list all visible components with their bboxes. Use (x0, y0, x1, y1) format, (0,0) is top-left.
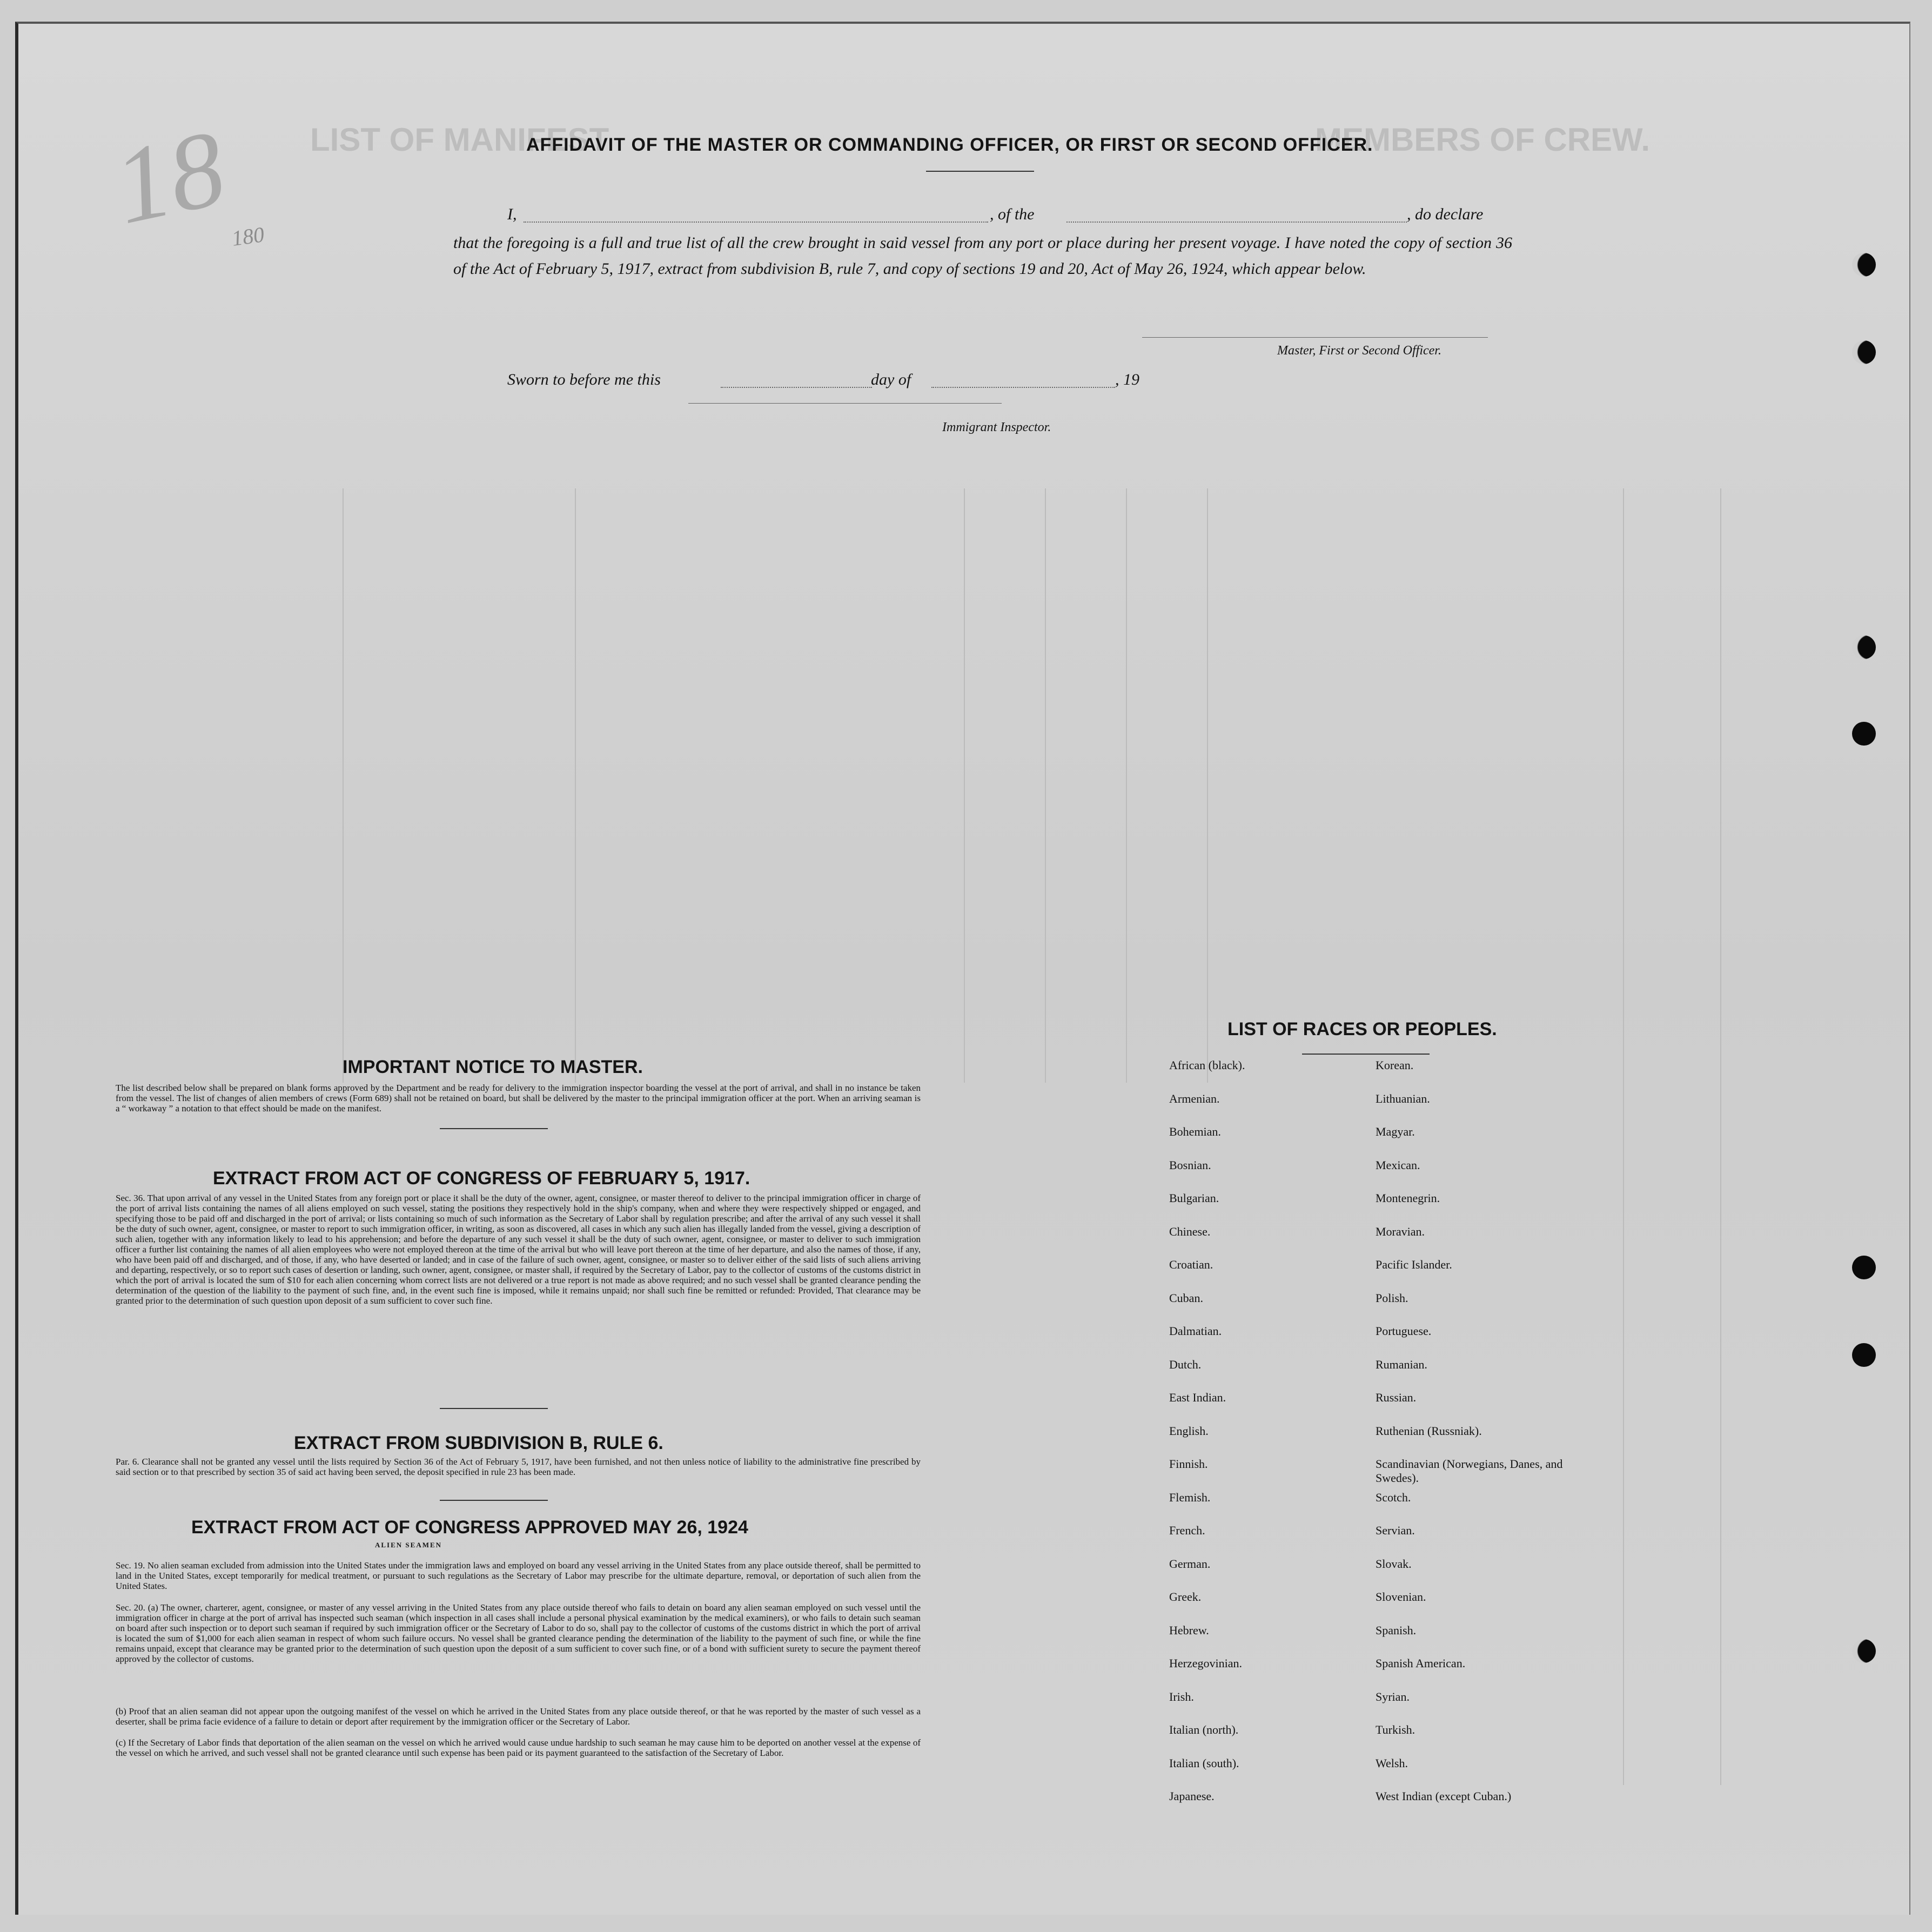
affidavit-of-the-label: , of the (990, 205, 1035, 223)
vessel-name-blank[interactable] (1066, 222, 1407, 223)
races-title: LIST OF RACES OR PEOPLES. (1227, 1019, 1497, 1039)
race-item: Pacific Islander. (1376, 1258, 1452, 1271)
race-item: Italian (north). (1169, 1723, 1239, 1736)
race-item: Scandinavian (Norwegians, Danes, and Swedes). (1376, 1457, 1563, 1485)
race-item: Dutch. (1169, 1357, 1202, 1371)
race-item: Finnish. (1169, 1457, 1208, 1471)
day-of-label: day of (871, 371, 911, 388)
race-item: Rumanian. (1376, 1357, 1427, 1371)
race-item: Slovak. (1376, 1557, 1412, 1571)
extract-rule6-title: EXTRACT FROM SUBDIVISION B, RULE 6. (294, 1433, 663, 1453)
punch-hole (1852, 253, 1876, 277)
race-item: Italian (south). (1169, 1756, 1239, 1770)
inspector-signature-blank[interactable] (688, 403, 1002, 404)
master-signature-label: Master, First or Second Officer. (1277, 344, 1441, 358)
affidavit-i-label: I, (507, 205, 517, 223)
race-item: Spanish. (1376, 1623, 1417, 1637)
race-item: East Indian. (1169, 1391, 1226, 1404)
race-item: Scotch. (1376, 1490, 1411, 1504)
race-item: Syrian. (1376, 1689, 1410, 1703)
race-item: Herzegovinian. (1169, 1656, 1242, 1670)
sworn-day-blank[interactable] (721, 387, 872, 388)
affidavit-title-rule (926, 171, 1034, 172)
extract-rule6-rule (440, 1500, 548, 1501)
extract-1924-sec19: Sec. 19. No alien seaman excluded from admission into the United States under the immigration laws and employed on board any vessel arriving in the United States from any place outside thereof, shall be permitted to land in the United States, except temporarily for medical treatment, or pursuant to such regulations as the Secretary of Labor may prescribe for the ultimate departure, removal, or deportation of such alien from the United States. (116, 1560, 921, 1591)
race-item: Polish. (1376, 1291, 1408, 1305)
race-item: Japanese. (1169, 1789, 1215, 1803)
handwritten-margin-numeral: 18 (104, 108, 235, 247)
affidavit-declare-label: , do declare (1407, 205, 1484, 223)
extract-1924-sec20c: (c) If the Secretary of Labor finds that deportation of the alien seaman on the vessel on which he arrived would cause undue hardship to such seaman he may cause him to be deported on another vessel at the expense of the vessel on which he arrived, and such vessel shall not be granted clearance until such expense has been paid or its payment guaranteed to the satisfaction of the Secretary of Labor. (116, 1738, 921, 1758)
race-item: Welsh. (1376, 1756, 1408, 1770)
race-item: Irish. (1169, 1689, 1194, 1703)
year-label: , 19 (1115, 371, 1139, 388)
extract-rule6-body: Par. 6. Clearance shall not be granted any vessel until the lists required by Section 36 of the Act of February 5, 1917, have been furnished, and not then unless notice of liability to the administrative fine prescribed by said section or to that prescribed by section 35 of said act having been served, the deposit specified in rule 23 has been made. (116, 1457, 921, 1477)
race-item: Spanish American. (1376, 1656, 1466, 1670)
inspector-label: Immigrant Inspector. (942, 420, 1051, 434)
manifest-page: LIST OF MANIFEST MEMBERS OF CREW. 18 180 AFFIDAVIT OF THE MASTER OR COMMANDING OFFICER, OR FIRST OR SECOND OFFICER. I, , of the , do declare that the foregoing is a full and true list of all the crew brought in said vessel from any port or place during her present voyage. I have noted the copy of section 36 of the Act of February 5, 1917, extract from subdivision B, rule 7, and copy of sections 19 and 20, Act of May 26, 1924, which appear below. Master, First or Second Officer. Sworn to before me this day of , 19 Immigrant Inspector. IMPORTANT NOTICE TO MASTER. The list described below shall be prepared on blank forms approved by the Department and be ready for delivery to the immigration inspector boarding the vessel at the port of arrival, and shall in no instance be taken from the vessel. The list of changes of alien members of crews (Form 689) shall not be retained on board, but shall be delivered by the master to the principal immigration officer at the port. When an arriving seaman is a “ workaway ” a notation to that effect should be made on the manifest. EXTRACT FROM ACT OF CONGRESS OF FEBRUARY 5, 1917. Sec. 36. That upon arrival of any vessel in the United States from any foreign port or place it shall be the duty of the owner, agent, consignee, or master thereof to deliver to the principal immigration officer in charge of the port of arrival lists containing the names of all aliens employed on such vessel, stating the positions they respectively hold in the ship's company, when and where they were respectively shipped or engaged, and specifying those to be paid off and discharged in the port of arrival; or lists containing so much of such information as the Secretary of Labor shall by regulation prescribe; and after the arrival of any such vessel it shall be the duty of such owner, agent, consignee, or master to report to such immigration officer, in writing, as soon as discovered, all cases in which any such alien has illegally landed from the vessel, giving a description of such alien, together with any information likely to lead to his apprehension; and before the departure of any such vessel it shall be the duty of such owner, agent, consignee, or master to deliver to such immigration officer a further list containing the names of all alien employees who were not employed thereon at the time of the arrival but who will leave port thereon at the time of her departure, and also the names of those, if any, who have been paid off and discharged, and of those, if any, who have deserted or landed; and in case of the failure of such owner, agent, consignee, or master so to deliver either of the said lists of such aliens arriving and departing, respectively, or so to report such cases of desertion or landing, such owner, agent, consignee, or master shall, if required by the Secretary of Labor, pay to the collector of customs of the customs district in which the port of arrival is located the sum of $10 for each alien concerning whom correct lists are not delivered or a true report is not made as above required; and no such vessel shall be granted clearance pending the determination of the question of the liability to the payment of such fine, and, in the event such fine is imposed, while it remains unpaid; nor shall such fine be remitted or refunded: Provided, That clearance may be granted prior to the determination of such question upon deposit of a sum sufficient to cover such fine. EXTRACT FROM SUBDIVISION B, RULE 6. Par. 6. Clearance shall not be granted any vessel until the lists required by Section 36 of the Act of February 5, 1917, have been furnished, and not then unless notice of liability to the administrative fine prescribed by said section or to that prescribed by section 35 of said act having been served, the deposit specified in rule 23 has been made. EXTRACT FROM ACT OF CONGRESS APPROVED MAY 26, 1924 ALIEN SEAMEN Sec. 19. No alien seaman excluded from admission into the United States under the immigration laws and employed on board any vessel arriving in the United States from any place outside thereof, shall be permitted to land in the United States, except temporarily for medical treatment, or pursuant to such regulations as the Secretary of Labor may prescribe for the ultimate departure, removal, or deportation of such alien from the United States. Sec. 20. (a) The owner, charterer, agent, consignee, or master of any vessel arriving in the United States from any place outside thereof who fails to detain on board any alien seaman employed on such vessel until the immigration officer in charge at the port of arrival has inspected such seaman (which inspection in all cases shall include a personal physical examination by the medical examiners), or who fails to detain such seaman on board after such inspection or to deport such seaman if required by such immigration officer or the Secretary of Labor to do so, shall pay to the collector of customs of the customs district in which the port of arrival is located the sum of $1,000 for each alien seaman in respect of whom such failure occurs. No vessel shall be granted clearance pending the determination of the liability to the payment of such fine, or while the fine remains unpaid, except that clearance may be granted prior to the determination of such question upon the deposit of a sum sufficient to cover such fine, or of a bond with sufficient surety to secure the payment thereof approved by the collector of customs. (b) Proof that an alien seaman did not appear upon the outgoing manifest of the vessel on which he arrived in the United States from any place outside thereof, or that he was reported by the master of such vessel as a deserter, shall be prima facie evidence of a failure to detain or deport after requirement by the immigration officer or the Secretary of Labor. (c) If the Secretary of Labor finds that deportation of the alien seaman on the vessel on which he arrived would cause undue hardship to such seaman he may cause him to be deported on another vessel at the expense of the vessel on which he arrived, and such vessel shall not be granted clearance until such expense has been paid or its payment guaranteed to the satisfaction of the Secretary of Labor. LIST OF RACES OR PEOPLES. African (black). Armenian. Bohemian. Bosnian. Bulgarian. Chinese. Croatian. Cuban. Dalmatian. Dutch. East Indian. English. Finnish. Flemish. French. German. Greek. Hebrew. Herzegovinian. Irish. Italian (north). Italian (south). Japanese. Korean. Lithuanian. Magyar. Mexican. Montenegrin. Moravian. Pacific Islander. Polish. Portuguese. Rumanian. Russian. Ruthenian (Russniak). Scandinavian (Norwegians, Danes, and Swedes). Scotch. Servian. Slovak. Slovenian. Spanish. Spanish American. Syrian. Turkish. Welsh. West Indian (except Cuban.) (15, 22, 1910, 1915)
races-title-rule (1302, 1054, 1430, 1055)
race-item: Croatian. (1169, 1258, 1213, 1271)
extract-1924-sec20a: Sec. 20. (a) The owner, charterer, agent, consignee, or master of any vessel arriving in the United States from any place outside thereof who fails to detain on board any alien seaman employed on such vessel until the immigration officer in charge at the port of arrival has inspected such seaman (which inspection in all cases shall include a personal physical examination by the medical examiners), or who fails to detain such seaman on board after such inspection or to deport such seaman if required by such immigration officer or the Secretary of Labor to do so, shall pay to the collector of customs of the customs district in which the port of arrival is located the sum of $1,000 for each alien seaman in respect of whom such failure occurs. No vessel shall be granted clearance pending the determination of the liability to the payment of such fine, or while the fine remains unpaid, except that clearance may be granted prior to the determination of such question upon the deposit of a sum sufficient to cover such fine, or of a bond with sufficient surety to secure the payment thereof approved by the collector of customs. (116, 1602, 921, 1664)
race-item: Flemish. (1169, 1490, 1211, 1504)
race-item: Dalmatian. (1169, 1324, 1222, 1338)
race-item: Slovenian. (1376, 1590, 1426, 1604)
master-name-blank[interactable] (524, 222, 988, 223)
race-item: West Indian (except Cuban.) (1376, 1789, 1512, 1803)
affidavit-statement: that the foregoing is a full and true list of all the crew brought in said vessel from any port or place during her present voyage. I have noted the copy of section 36 of the Act of February 5, 1917, extract from subdivision B, rule 7, and copy of sections 19 and 20, Act of May 26, 1924, which appear below. (453, 234, 1512, 278)
punch-hole (1852, 635, 1876, 659)
race-item: Ruthenian (Russniak). (1376, 1424, 1482, 1438)
race-item: Hebrew. (1169, 1623, 1209, 1637)
race-item: Lithuanian. (1376, 1091, 1430, 1105)
notice-rule (440, 1128, 548, 1129)
extract-1917-body: Sec. 36. That upon arrival of any vessel in the United States from any foreign port or place it shall be the duty of the owner, agent, consignee, or master thereof to deliver to the principal immigration officer in charge of the port of arrival lists containing the names of all aliens employed on such vessel, stating the positions they respectively hold in the ship's company, when and where they were respectively shipped or engaged, and specifying those to be paid off and discharged in the port of arrival; or lists containing so much of such information as the Secretary of Labor shall by regulation prescribe; and after the arrival of any such vessel it shall be the duty of such owner, agent, consignee, or master to report to such immigration officer, in writing, as soon as discovered, all cases in which any such alien has illegally landed from the vessel, giving a description of such alien, together with any information likely to lead to his apprehension; and before the departure of any such vessel it shall be the duty of such owner, agent, consignee, or master to deliver to such immigration officer a further list containing the names of all alien employees who were not employed thereon at the time of the arrival but who will leave port thereon at the time of her departure, and also the names of those, if any, who have been paid off and discharged, and of those, if any, who have deserted or landed; and in case of the failure of such owner, agent, consignee, or master so to deliver either of the said lists of such aliens arriving and departing, respectively, or so to report such cases of desertion or landing, such owner, agent, consignee, or master shall, if required by the Secretary of Labor, pay to the collector of customs of the customs district in which the port of arrival is located the sum of $10 for each alien concerning whom correct lists are not delivered or a true report is not made as above required; and no such vessel shall be granted clearance pending the determination of the question of the liability to the payment of such fine, and, in the event such fine is imposed, while it remains unpaid; nor shall such fine be remitted or refunded: Provided, That clearance may be granted prior to the determination of such question upon deposit of a sum sufficient to cover such fine. (116, 1193, 921, 1306)
sworn-month-blank[interactable] (931, 387, 1115, 388)
punch-hole (1852, 1256, 1876, 1279)
extract-1924-sec20b: (b) Proof that an alien seaman did not appear upon the outgoing manifest of the vessel on which he arrived in the United States from any place outside thereof, or that he was reported by the master of such vessel as a deserter, shall be prima facie evidence of a failure to detain or deport after requirement by the immigration officer or the Secretary of Labor. (116, 1706, 921, 1727)
race-item: Greek. (1169, 1590, 1202, 1604)
extract-1917-rule (440, 1408, 548, 1409)
punch-hole (1852, 1343, 1876, 1367)
master-signature-blank[interactable] (1142, 337, 1488, 338)
punch-hole (1852, 340, 1876, 364)
punch-hole (1852, 722, 1876, 746)
race-item: Portuguese. (1376, 1324, 1432, 1338)
race-item: English. (1169, 1424, 1209, 1438)
extract-1924-title: EXTRACT FROM ACT OF CONGRESS APPROVED MAY 26, 1924 (191, 1517, 748, 1538)
race-item: German. (1169, 1557, 1211, 1571)
notice-title: IMPORTANT NOTICE TO MASTER. (343, 1057, 643, 1077)
race-item: Turkish. (1376, 1723, 1416, 1736)
race-item: Russian. (1376, 1391, 1417, 1404)
race-item: Armenian. (1169, 1091, 1220, 1105)
race-item: Cuban. (1169, 1291, 1203, 1305)
race-item: Magyar. (1376, 1125, 1415, 1138)
sworn-label: Sworn to before me this (507, 371, 661, 388)
extract-1917-title: EXTRACT FROM ACT OF CONGRESS OF FEBRUARY 5, 1917. (213, 1168, 750, 1189)
race-item: African (black). (1169, 1058, 1245, 1072)
race-item: Bulgarian. (1169, 1191, 1219, 1205)
race-item: Korean. (1376, 1058, 1414, 1072)
race-item: French. (1169, 1524, 1205, 1537)
race-item: Bohemian. (1169, 1125, 1221, 1138)
race-item: Bosnian. (1169, 1158, 1211, 1172)
race-item: Moravian. (1376, 1224, 1425, 1238)
race-item: Mexican. (1376, 1158, 1420, 1172)
affidavit-title: AFFIDAVIT OF THE MASTER OR COMMANDING OFFICER, OR FIRST OR SECOND OFFICER. (526, 135, 1373, 155)
notice-body: The list described below shall be prepared on blank forms approved by the Department and be ready for delivery to the immigration inspector boarding the vessel at the port of arrival, and shall in no instance be taken from the vessel. The list of changes of alien members of crews (Form 689) shall not be retained on board, but shall be delivered by the master to the principal immigration officer at the port. When an arriving seaman is a “ workaway ” a notation to that effect should be made on the manifest. (116, 1083, 921, 1113)
race-item: Montenegrin. (1376, 1191, 1440, 1205)
race-item: Servian. (1376, 1524, 1415, 1537)
punch-hole (1852, 1639, 1876, 1663)
alien-seamen-subtitle: ALIEN SEAMEN (375, 1541, 442, 1549)
race-item: Chinese. (1169, 1224, 1211, 1238)
handwritten-margin-number: 180 (230, 222, 266, 251)
